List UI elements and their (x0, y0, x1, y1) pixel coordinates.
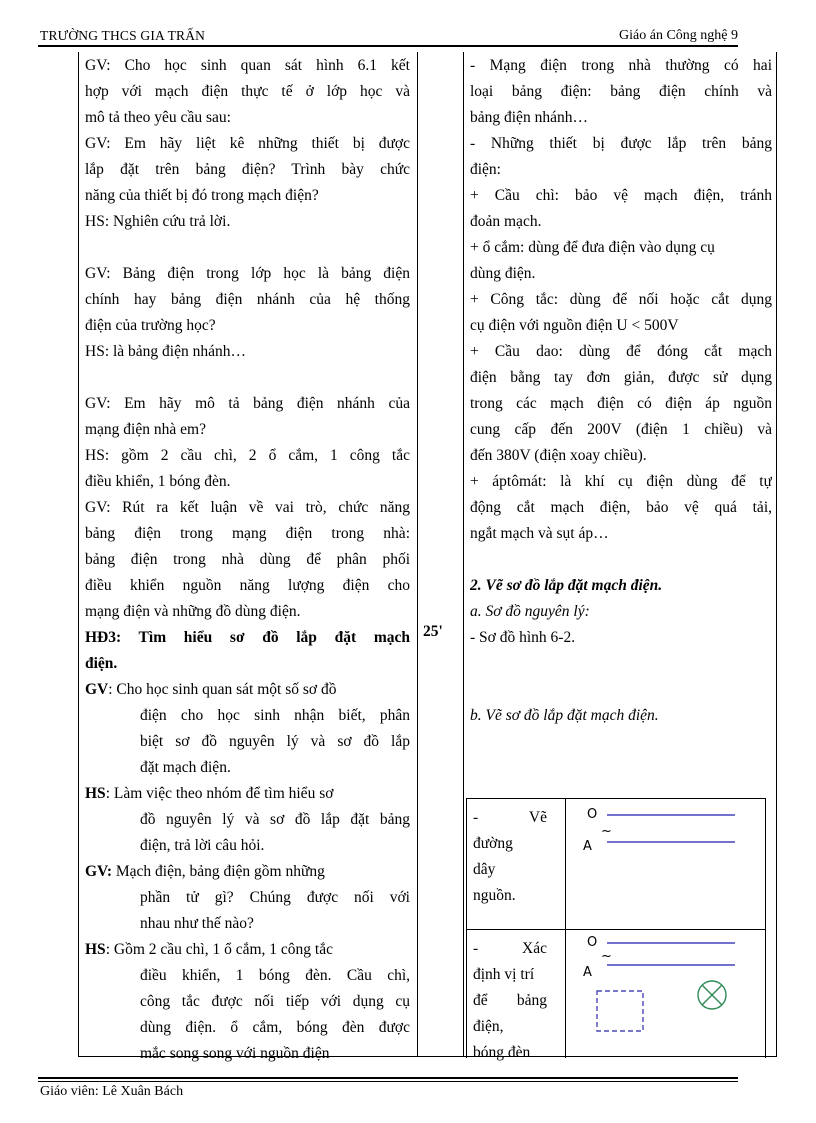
column-divider-2 (463, 52, 464, 1056)
activity-heading: điện. (85, 655, 118, 672)
text-line: nhau như thế nào? (140, 915, 254, 932)
text-line: điều khiển nguồn năng lượng điện cho (85, 577, 410, 594)
text-line: - Vẽ (473, 809, 547, 826)
text-line: HS: Nghiên cứu trả lời. (85, 213, 231, 230)
text-line: GV: Em hãy mô tả bảng điện nhánh của (85, 395, 410, 412)
text-line: cung cấp đến 200V (điện 1 chiều) và (470, 421, 772, 438)
text-line: chính hay bảng điện nhánh của hệ thống (85, 291, 410, 308)
text-line: đặt mạch điện. (140, 759, 231, 776)
text-line: GV: Cho học sinh quan sát hình 6.1 kết (85, 57, 410, 74)
text-line: ngắt mạch và sụt áp… (470, 525, 609, 542)
power-line-diagram (567, 799, 763, 927)
phase-symbol: A (583, 839, 592, 854)
lesson-table (78, 52, 777, 1062)
subsection-heading: b. Vẽ sơ đồ lắp đặt mạch điện. (470, 707, 659, 724)
text-line: trong các mạch điện có điện áp nguồn (470, 395, 772, 412)
teacher-student-activities (85, 53, 410, 1067)
text-line: phần tử gì? Chúng được nối với (140, 889, 410, 906)
speaker-label: HS (85, 941, 106, 958)
text-line: điện: (470, 161, 501, 178)
text-line: điện, trả lời câu hỏi. (140, 837, 265, 854)
activity-heading: HĐ3: Tìm hiểu sơ đồ lắp đặt mạch (85, 629, 410, 646)
text-line: GV: Em hãy liệt kê những thiết bị được (85, 135, 410, 152)
text-line: nguồn. (473, 887, 516, 904)
text-line: - Sơ đồ hình 6-2. (470, 629, 576, 646)
text-line: năng của thiết bị đó trong mạch điện? (85, 187, 319, 204)
text-line: động cắt mạch điện, bảo vệ quá tải, (470, 499, 772, 516)
text-line: định vị trí (473, 966, 535, 983)
text-line: : Gồm 2 cầu chì, 1 ổ cắm, 1 công tắc (105, 941, 333, 958)
neutral-symbol: O (587, 935, 598, 950)
text-line: hợp với mạch điện thực tế ở lớp học và (85, 83, 410, 100)
text-line: + Công tắc: dùng để nối hoặc cắt dụng (470, 291, 772, 308)
text-line: biệt sơ đồ nguyên lý và sơ đồ lắp (140, 733, 410, 750)
lamp-symbol (698, 981, 726, 1009)
text-line: điều khiển, 1 bóng đèn. (85, 473, 231, 490)
switchboard-outline (597, 991, 643, 1031)
step-box-board-position (466, 929, 766, 1061)
text-line: Mạch điện, bảng điện gồm những (112, 863, 325, 880)
text-line: HS: gồm 2 cầu chì, 2 ổ cắm, 1 công tắc (85, 447, 410, 464)
teacher-name: Giáo viên: Lê Xuân Bách (40, 1084, 184, 1099)
text-line: : Cho học sinh quan sát một số sơ đồ (108, 681, 337, 698)
duration-cell: 25' (423, 623, 443, 640)
text-line: : Làm việc theo nhóm để tìm hiểu sơ (105, 785, 334, 802)
speaker-label: HS (85, 785, 106, 802)
neutral-symbol: O (587, 807, 598, 822)
lesson-content (470, 53, 772, 729)
text-line: lắp đặt trên bảng điện? Trình bày chức (85, 161, 410, 178)
subject-title: Giáo án Công nghệ 9 (619, 28, 738, 43)
text-line: điện bằng tay đơn giản, được sử dụng (470, 369, 772, 386)
text-line: bảng điện nhánh… (470, 109, 588, 126)
text-line: điện của trường học? (85, 317, 216, 334)
text-line: đường (473, 835, 513, 852)
school-name: TRƯỜNG THCS GIA TRẤN (40, 28, 206, 43)
text-line: điện cho học sinh nhận biết, phân (140, 707, 410, 724)
text-line: + Cầu dao: dùng để đóng cắt mạch (470, 343, 772, 360)
header-rule (38, 45, 738, 47)
text-line: dây (473, 861, 496, 878)
step-box-divider (565, 930, 566, 1058)
text-line: đến 380V (điện xoay chiều). (470, 447, 647, 464)
speaker-label: GV (85, 681, 109, 698)
text-line: dùng điện. ổ cắm, bóng đèn được (140, 1019, 410, 1036)
text-line: dùng điện. (470, 265, 536, 282)
text-line: - Mạng điện trong nhà thường có hai (470, 57, 772, 74)
board-position-diagram (567, 930, 763, 1056)
text-line: đồ nguyên lý và sơ đồ lắp đặt bảng (140, 811, 410, 828)
text-line: cụ điện với nguồn điện U < 500V (470, 317, 679, 334)
text-line: bảng điện trong nhà dùng để phân phối (85, 551, 410, 568)
text-line: GV: Rút ra kết luận về vai trò, chức năng (85, 499, 410, 516)
text-line: mạng điện và những đồ dùng điện. (85, 603, 301, 620)
text-line: - Những thiết bị được lắp trên bảng (470, 135, 772, 152)
speaker-label: GV: (85, 863, 112, 880)
text-line: mắc song song với nguồn điện (140, 1045, 330, 1062)
text-line: điều khiển, 1 bóng đèn. Cầu chì, (140, 967, 410, 984)
text-line: loại bảng điện: bảng điện chính và (470, 83, 772, 100)
phase-symbol: A (583, 965, 592, 980)
text-line: HS: là bảng điện nhánh… (85, 343, 247, 360)
step-description (467, 799, 553, 915)
step-box-power-line (466, 798, 766, 930)
ac-symbol: ~ (601, 824, 612, 839)
text-line: bảng điện trong mạng điện trong nhà: (85, 525, 410, 542)
column-divider-1 (417, 52, 418, 1056)
text-line: bóng đèn (473, 1044, 531, 1061)
text-line: GV: Bảng điện trong lớp học là bảng điện (85, 265, 410, 282)
text-line: mạng điện nhà em? (85, 421, 206, 438)
step-description (467, 930, 553, 1072)
text-line: để bảng (473, 992, 547, 1009)
footer-rule (38, 1077, 738, 1079)
text-line: + ổ cắm: dùng để đưa điện vào dụng cụ (470, 239, 715, 256)
text-line: mô tả theo yêu cầu sau: (85, 109, 231, 126)
step-box-divider (565, 799, 566, 929)
ac-symbol: ~ (601, 949, 612, 964)
text-line: đoản mạch. (470, 213, 542, 230)
text-line: - Xác (473, 940, 547, 957)
text-line: điện, (473, 1018, 504, 1035)
text-line: công tắc được nối tiếp với dụng cụ (140, 993, 410, 1010)
text-line: + Cầu chì: bảo vệ mạch điện, tránh (470, 187, 772, 204)
text-line: + áptômát: là khí cụ điện dùng để tự (470, 473, 772, 490)
footer-rule-thin (38, 1081, 738, 1082)
section-heading: 2. Vẽ sơ đồ lắp đặt mạch điện. (470, 577, 663, 594)
subsection-heading: a. Sơ đồ nguyên lý: (470, 603, 590, 620)
